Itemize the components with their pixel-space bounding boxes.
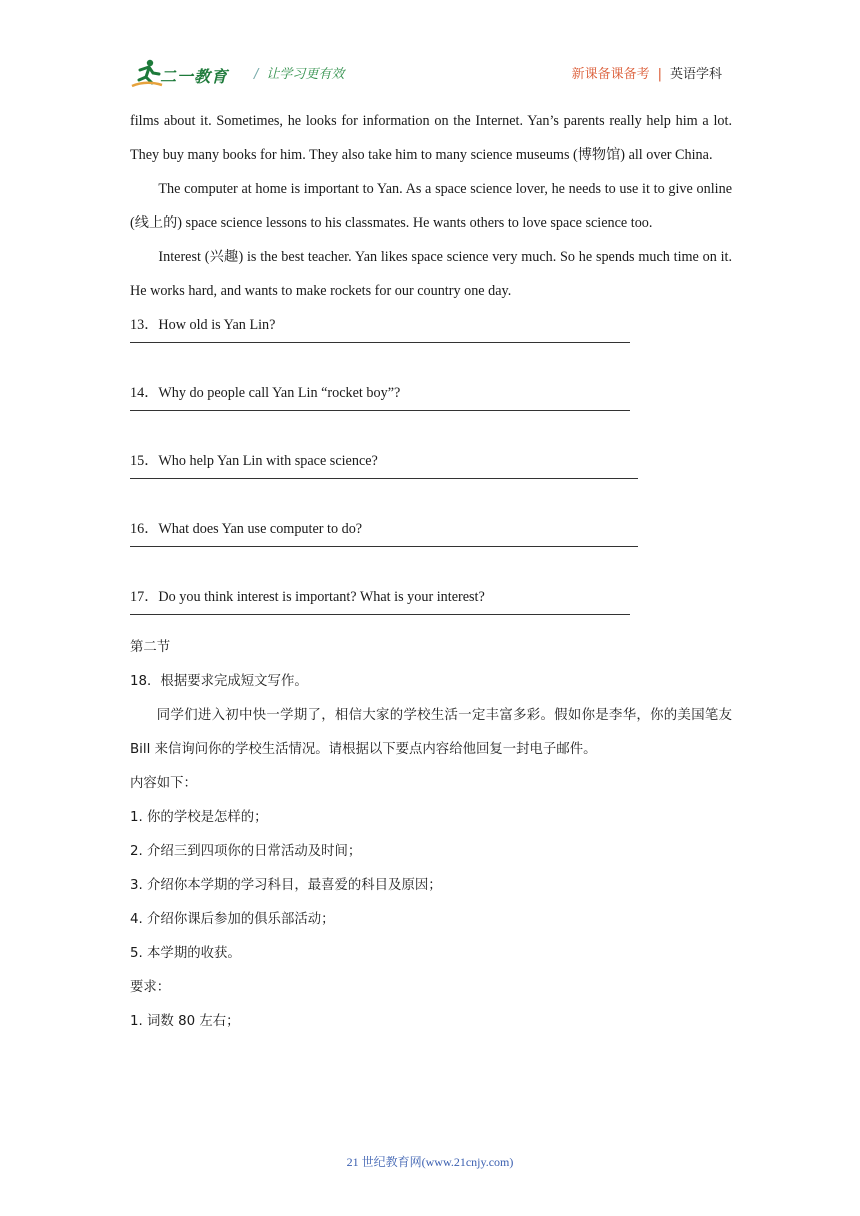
writing-intro: 同学们进入初中快一学期了，相信大家的学校生活一定丰富多彩。假如你是李华，你的美国笔友 Bill 来信询问你的学校生活情况。请根据以下要点内容给他回复一封电子邮件。: [130, 708, 732, 757]
point-2: 2. 介绍三到四项你的日常活动及时间；: [130, 844, 362, 859]
runner-logo-icon: [130, 56, 164, 90]
document-body: [130, 104, 732, 1039]
page-header: [130, 56, 730, 90]
answer-line-16[interactable]: [130, 546, 638, 547]
question-number: 14．: [130, 385, 159, 401]
question-text: Why do people call Yan Lin “rocket boy”?: [158, 385, 401, 401]
content-label: 内容如下：: [130, 776, 197, 791]
question-text: Do you think interest is important? What is your interest?: [158, 589, 485, 605]
question-number: 15．: [130, 453, 159, 469]
point-1: 1. 你的学校是怎样的；: [130, 810, 268, 825]
question-18: 18．根据要求完成短文写作。: [130, 674, 308, 689]
question-number: 17．: [130, 589, 159, 605]
question-number: 13．: [130, 317, 159, 333]
answer-line-13[interactable]: [130, 342, 630, 343]
question-text: How old is Yan Lin?: [158, 317, 276, 333]
question-text: Who help Yan Lin with space science?: [158, 453, 378, 469]
logo-text: 二一教育: [160, 67, 229, 86]
point-5: 5. 本学期的收获。: [130, 946, 241, 961]
passage-paragraph-1: films about it. Sometimes, he looks for information on the Internet. Yan’s parents really help him a lot. They buy many books for him. They also take him to many science museums (博物馆) all over China.: [130, 113, 732, 163]
question-13: [130, 308, 732, 342]
header-separator: |: [657, 67, 662, 82]
header-subject: 英语学科: [669, 67, 722, 82]
point-4: 4. 介绍你课后参加的俱乐部活动；: [130, 912, 335, 927]
slogan-text: 让学习更有效: [266, 67, 345, 82]
header-right: [572, 63, 722, 82]
section-title: 第二节: [130, 640, 171, 655]
question-17: [130, 580, 732, 614]
question-14: [130, 376, 732, 410]
question-number: 16．: [130, 521, 159, 537]
page-footer: 21 世纪教育网(www.21cnjy.com): [346, 1155, 514, 1169]
slogan: / 让学习更有效: [254, 67, 345, 82]
passage-paragraph-3: Interest (兴趣) is the best teacher. Yan likes space science very much. So he spends much time on it. He works hard, and wants to make rockets for our country one day.: [130, 249, 732, 299]
logo: [130, 56, 242, 90]
answer-line-14[interactable]: [130, 410, 630, 411]
header-course-label: 新课备课备考: [571, 67, 650, 82]
requirements-label: 要求：: [130, 980, 171, 995]
question-text: What does Yan use computer to do?: [158, 521, 363, 537]
answer-line-15[interactable]: [130, 478, 638, 479]
question-16: [130, 512, 732, 546]
requirement-1: 1. 词数 80 左右；: [130, 1014, 240, 1029]
passage-paragraph-2: The computer at home is important to Yan. As a space science lover, he needs to use it to give online (线上的) space science lessons to his classmates. He wants others to love space science too.: [130, 181, 732, 231]
answer-line-17[interactable]: [130, 614, 630, 615]
question-15: [130, 444, 732, 478]
point-3: 3. 介绍你本学期的学习科目，最喜爱的科目及原因；: [130, 878, 442, 893]
